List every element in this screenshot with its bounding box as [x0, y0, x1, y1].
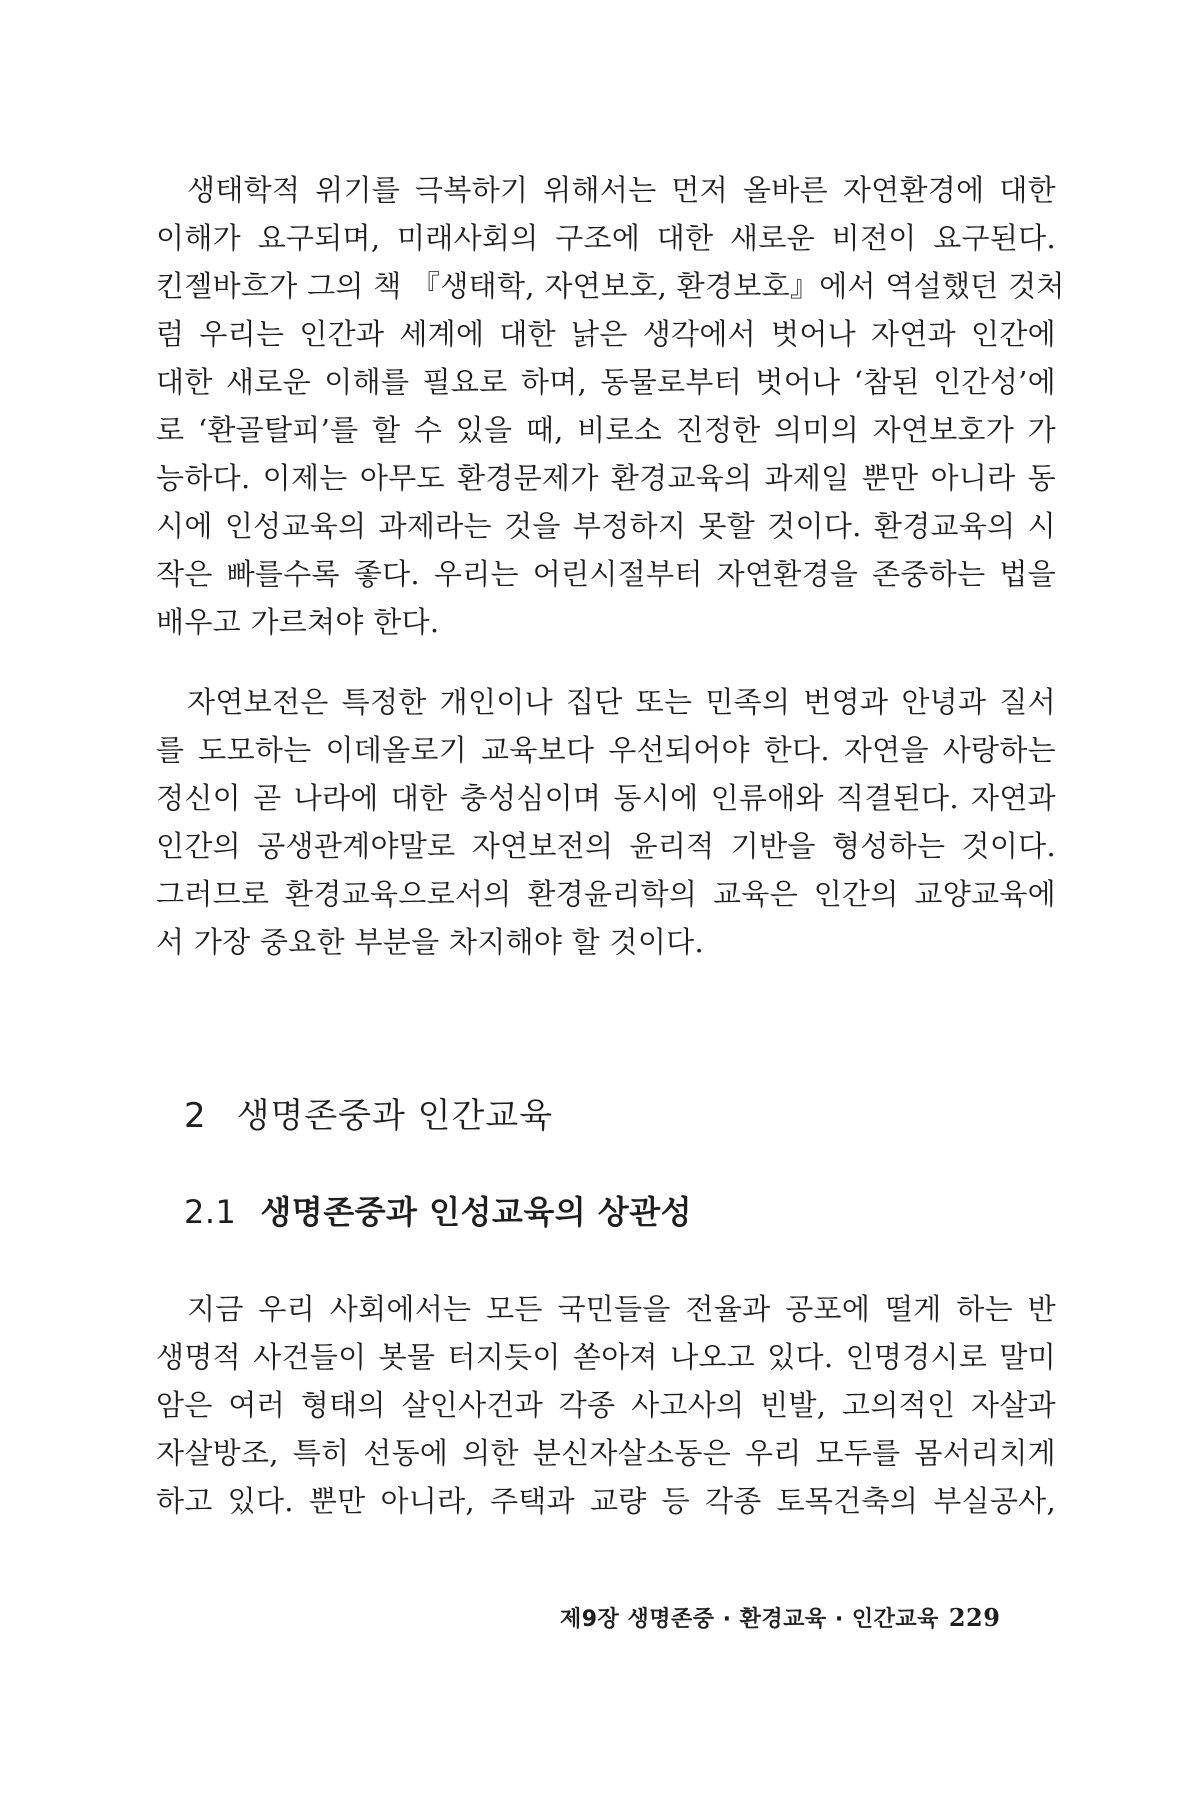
text-line: 능하다. 이제는 아무도 환경문제가 환경교육의 과제일 뿐만 아니라 동 — [156, 461, 1056, 495]
subsection-title: 생명존중과 인성교육의 상관성 — [260, 1193, 693, 1231]
page-number: 229 — [948, 1603, 1001, 1632]
subsection-number: 2.1 — [184, 1193, 237, 1231]
text-line: 이해가 요구되며, 미래사회의 구조에 대한 새로운 비전이 요구된다. — [156, 221, 1056, 255]
section-number: 2 — [184, 1096, 207, 1136]
text-line: 를 도모하는 이데올로기 교육보다 우선되어야 한다. 자연을 사랑하는 — [156, 733, 1056, 767]
text-line: 생명적 사건들이 봇물 터지듯이 쏟아져 나오고 있다. 인명경시로 말미 — [156, 1340, 1056, 1374]
paragraph-nature-conservation — [156, 678, 1056, 966]
text-line: 시에 인성교육의 과제라는 것을 부정하지 못할 것이다. 환경교육의 시 — [156, 509, 1056, 543]
text-line: 자연보전은 특정한 개인이나 집단 또는 민족의 번영과 안녕과 질서 — [187, 685, 1056, 719]
text-line: 생태학적 위기를 극복하기 위해서는 먼저 올바른 자연환경에 대한 — [187, 173, 1056, 207]
text-line: 킨젤바흐가 그의 책 『생태학, 자연보호, 환경보호』에서 역설했던 것처 — [156, 269, 1065, 303]
text-line: 서 가장 중요한 부분을 차지해야 할 것이다. — [156, 925, 704, 959]
page-footer — [560, 1602, 1000, 1633]
section-title: 생명존중과 인간교육 — [236, 1096, 554, 1136]
text-line: 작은 빠를수록 좋다. 우리는 어린시절부터 자연환경을 존중하는 법을 — [156, 557, 1056, 591]
text-line: 하고 있다. 뿐만 아니라, 주택과 교량 등 각종 토목건축의 부실공사, — [156, 1484, 1056, 1518]
text-line: 지금 우리 사회에서는 모든 국민들을 전율과 공포에 떨게 하는 반 — [187, 1292, 1056, 1326]
text-line: 그러므로 환경교육으로서의 환경윤리학의 교육은 인간의 교양교육에 — [156, 877, 1056, 911]
text-line: 배우고 가르쳐야 한다. — [156, 605, 440, 639]
text-line: 인간의 공생관계야말로 자연보전의 윤리적 기반을 형성하는 것이다. — [156, 829, 1056, 863]
text-line: 럼 우리는 인간과 세계에 대한 낡은 생각에서 벗어나 자연과 인간에 — [156, 317, 1056, 351]
paragraph-ecological-crisis — [156, 166, 1065, 646]
subsection-heading — [184, 1187, 692, 1233]
text-line: 자살방조, 특히 선동에 의한 분신자살소동은 우리 모두를 몸서리치게 — [156, 1436, 1056, 1470]
section-heading — [184, 1088, 553, 1137]
text-line: 정신이 곧 나라에 대한 충성심이며 동시에 인류애와 직결된다. 자연과 — [156, 781, 1056, 815]
text-line: 로 ‘환골탈피’를 할 수 있을 때, 비로소 진정한 의미의 자연보호가 가 — [156, 413, 1056, 447]
text-line: 암은 여러 형태의 살인사건과 각종 사고사의 빈발, 고의적인 자살과 — [156, 1388, 1056, 1422]
running-head: 제9장 생명존중 · 환경교육 · 인간교육 — [560, 1607, 939, 1632]
text-line: 대한 새로운 이해를 필요로 하며, 동물로부터 벗어나 ‘참된 인간성’에 — [156, 365, 1056, 399]
paragraph-anti-life-events — [156, 1285, 1056, 1525]
